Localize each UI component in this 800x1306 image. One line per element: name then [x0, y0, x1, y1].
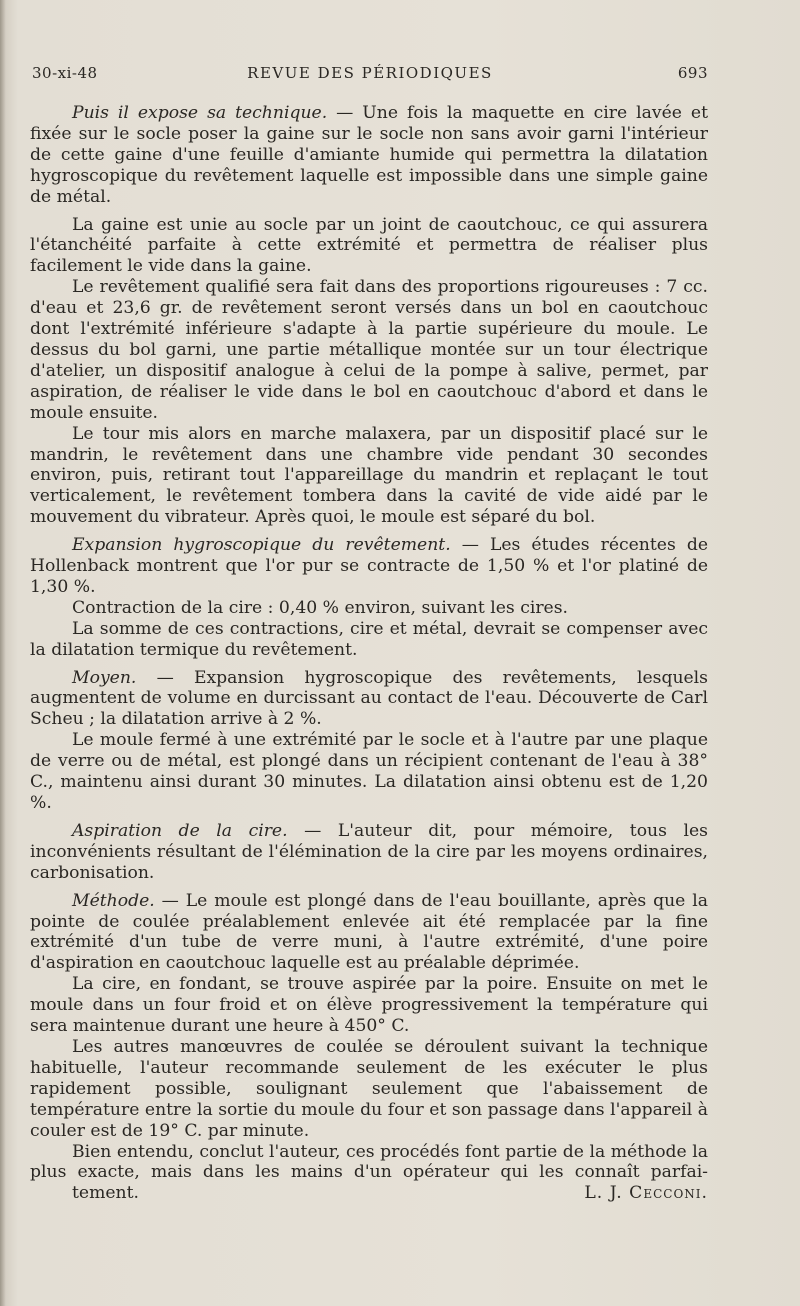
page-number: 693 — [677, 64, 708, 82]
paragraph: Les autres manœuvres de coulée se déroulent suivant la technique habituelle, l'auteur recommande seulement de les exécuter le plus rapidement possible, soulignant seulement que l'abaissement de température entre la sortie du moule du four et son passage dans l'appareil à couler est de 19° C. par minute. — [30, 1036, 708, 1141]
header-date: 30-xi-48 — [32, 64, 98, 82]
section-heading-methode: Méthode. — [72, 890, 155, 911]
paragraph-aspiration: Aspiration de la cire. — L'auteur dit, pour mémoire, tous les inconvénients résultant de l'élémination de la cire par les moyens ordinaires, carbonisation. — [30, 820, 708, 883]
section-heading-technique: Puis il expose sa technique. — [72, 103, 328, 123]
paragraph: La somme de ces contractions, cire et métal, devrait se compenser avec la dilatation termique du revêtement. — [30, 618, 708, 660]
paragraph-conclusion: Bien entendu, conclut l'auteur, ces procédés font partie de la méthode la plus exacte, mais dans les mains d'un opérateur qui les connaît parfai- — [30, 1141, 708, 1183]
running-header — [32, 64, 708, 88]
paragraph: La gaine est unie au socle par un joint de caoutchouc, ce qui assurera l'étanchéité parfaite à cette extrémité et permettra de réaliser plus facilement le vide dans la gaine. — [30, 214, 708, 277]
header-journal-title: REVUE DES PÉRIODIQUES — [247, 64, 493, 82]
paragraph-moyen: Moyen. — Expansion hygroscopique des revêtements, lesquels augmentent de volume en durcissant au contact de l'eau. Découverte de Carl Scheu ; la dilatation arrive à 2 %. — [30, 667, 708, 730]
paragraph: La cire, en fondant, se trouve aspirée par la poire. Ensuite on met le moule dans un four froid et on élève progressivement la température qui sera maintenue durant une heure à 450° C. — [30, 974, 708, 1037]
paragraph: Le tour mis alors en marche malaxera, par un dispositif placé sur le mandrin, le revêtement dans une chambre vide pendant 30 secondes environ, puis, retirant tout l'appareillage du mandrin et replaçant le tout verticalement, le revêtement tombera dans la cavité de vide aidé par le mouvement du vibrateur. Après quoi, le moule est séparé du bol. — [30, 423, 708, 528]
paragraph: Le revêtement qualifié sera fait dans des proportions rigoureuses : 7 cc. d'eau et 23,6 gr. de revêtement seront versés dans un bol en caoutchouc dont l'extrémité inférieure s'adapte à la partie supérieure du moule. Le dessus du bol garni, une partie métallique montée sur un tour électrique d'atelier, un dispositif analogue à celui de la pompe à salive, permet, par aspiration, de réaliser le vide dans le bol en caoutchouc d'abord et dans le moule ensuite. — [30, 277, 708, 423]
section-heading-moyen: Moyen. — [72, 667, 137, 688]
paragraph: Contraction de la cire : 0,40 % environ, suivant les cires. — [72, 597, 568, 618]
paragraph-technique: Puis il expose sa technique. — Une fois la maquette en cire lavée et fixée sur le socle poser la gaine sur le socle non sans avoir garni l'intérieur de cette gaine d'une feuille d'amiante humide qui permettra la dilatation hygroscopique du revêtement laquelle est impossible dans une simple gaine de métal. — [30, 103, 708, 207]
paragraph-expansion: Expansion hygroscopique du revêtement. — Les études récentes de Hollenback montrent que l'or pur se contracte de 1,50 % et l'or platiné de 1,30 %. — [30, 535, 708, 597]
paragraph-methode: Méthode. — Le moule est plongé dans de l'eau bouillante, après que la pointe de coulée préalablement enlevée ait été remplacée par la fine extrémité d'un tube de verre muni, à l'autre extrémité, d'une poire d'aspiration en caoutchouc laquelle est au préalable déprimée. — [30, 890, 708, 974]
page-spine-shadow — [0, 0, 6, 1306]
author-signature: L. J. Cecconi. — [584, 1183, 708, 1204]
closing-line — [30, 1183, 708, 1204]
closing-word: tement. — [72, 1183, 139, 1204]
section-heading-expansion: Expansion hygroscopique du revêtement. — [72, 535, 451, 556]
paragraph: Le moule fermé à une extrémité par le socle et à l'autre par une plaque de verre ou de métal, est plongé dans un récipient contenant de l'eau à 38° C., maintenu ainsi durant 30 minutes. La dilatation ainsi obtenu est de 1,20 %. — [30, 730, 708, 813]
section-heading-aspiration: Aspiration de la cire. — [72, 820, 288, 841]
article-body — [30, 103, 708, 1204]
